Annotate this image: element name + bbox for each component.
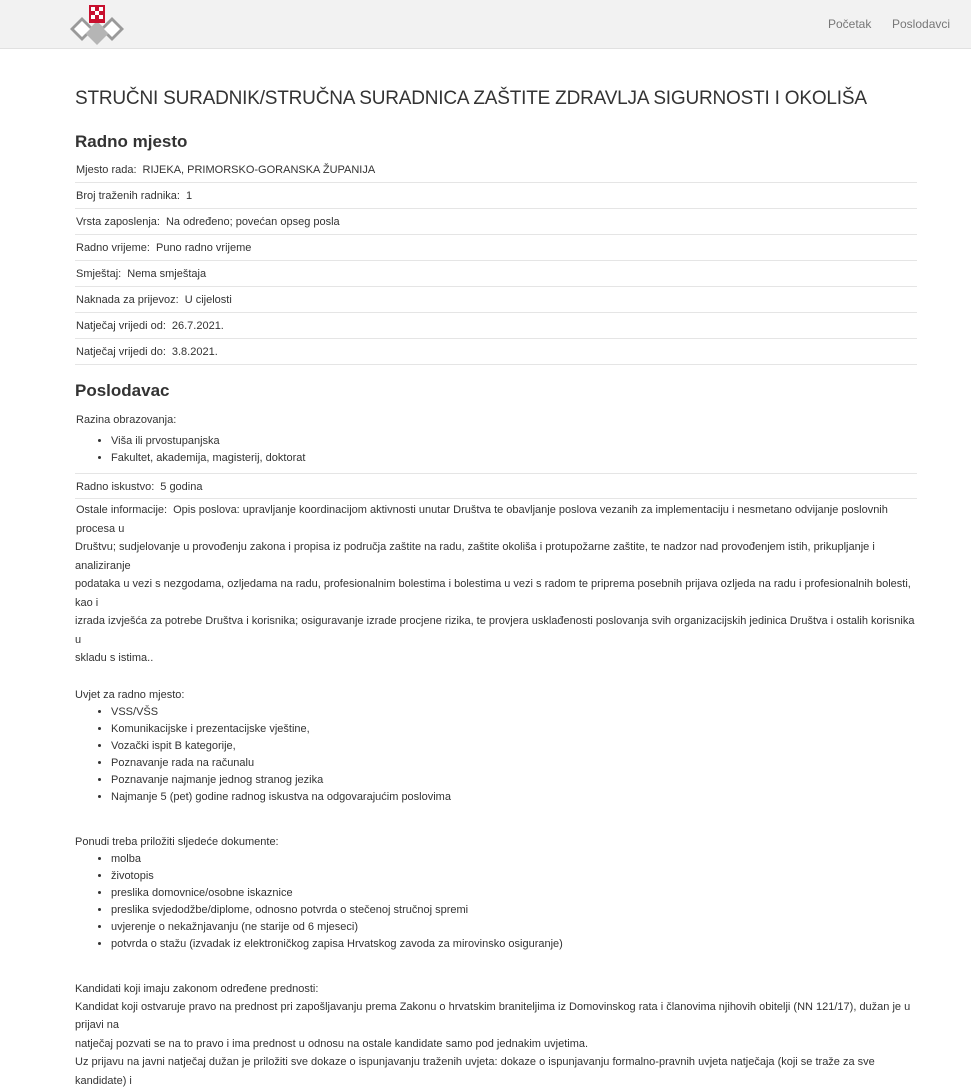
main-content <box>75 88 917 1090</box>
conditions-label: Uvjet za radno mjesto: <box>75 688 185 701</box>
detail-row-workers: Broj traženih radnika: 1 <box>75 183 917 209</box>
detail-row-valid-from: Natječaj vrijedi od: 26.7.2021. <box>75 313 917 339</box>
list-item: • molba <box>111 851 917 868</box>
other-info-line: Ostale informacije: Opis poslova: upravljanje koordinacijom aktivnosti unutar Društva te obavljanje poslova vezanih za implementaciju i nesmetano odvijanje poslovnih procesa u <box>76 504 888 535</box>
priority-line: natječaj pozvati se na to pravo i ima prednost u odnosu na ostale kandidate samo pod jednakim uvjetima. <box>75 1037 589 1050</box>
education-label: Razina obrazovanja: <box>76 414 177 426</box>
list-item: • Poznavanje rada na računalu <box>111 755 917 772</box>
priority-line: Uz prijavu na javni natječaj dužan je priložiti sve dokaze o ispunjavanju traženih uvjeta: dokaze o ispunjavanju formalno-pravnih uvjeta natječaja (koji se traže za sve kandidate) i <box>75 1056 875 1087</box>
priority-line: Kandidat koji ostvaruje pravo na prednost pri zapošljavanju prema Zakonu o hrvatskim braniteljima iz Domovinskog rata i članovima njihovih obitelji (NN 121/17), dužan je u prijavi na <box>75 1000 911 1031</box>
other-info-line: skladu s istima.. <box>75 652 154 664</box>
top-navbar <box>0 0 971 49</box>
list-item: • VSS/VŠS <box>111 704 917 721</box>
detail-row-experience: Radno iskustvo: 5 godina <box>75 473 917 499</box>
list-item: • Komunikacijske i prezentacijske vještine, <box>111 721 917 738</box>
list-item: • Viša ili prvostupanjska <box>111 433 917 450</box>
other-info-line: podataka u vezi s nezgodama, ozljedama na radu, profesionalnim bolestima i bolestima u vezi s radom te priprema posebnih prijava ozljeda na radu i profesionalnih bolesti, kao i <box>75 578 911 609</box>
list-item: • Fakultet, akademija, magisterij, doktorat <box>111 450 917 467</box>
nav-employers-link[interactable]: Poslodavci <box>892 17 951 31</box>
other-info <box>75 501 917 668</box>
list-item: • Poznavanje najmanje jednog stranog jezika <box>111 772 917 789</box>
list-item: • potvrda o stažu (izvadak iz elektroničkog zapisa Hrvatskog zavoda za mirovinsko osiguranje) <box>111 936 917 953</box>
documents-label: Ponudi treba priložiti sljedeće dokumente: <box>75 835 279 848</box>
workplace-heading: Radno mjesto <box>75 132 188 151</box>
other-info-line: Društvu; sudjelovanje u provođenju zakona i propisa iz područja zaštite na radu, zaštite okoliša i protupožarne zaštite, te nadzor nad provođenjem istih, prikupljanje i analiziranje <box>75 541 875 572</box>
conditions-list <box>75 704 917 806</box>
list-item: • preslika domovnice/osobne iskaznice <box>111 885 917 902</box>
detail-row-accommodation: Smještaj: Nema smještaja <box>75 261 917 287</box>
education-list <box>75 433 917 467</box>
nav-home-link[interactable]: Početak <box>828 17 872 31</box>
priority-label: Kandidati koji imaju zakonom određene prednosti: <box>75 982 319 995</box>
detail-row-valid-to: Natječaj vrijedi do: 3.8.2021. <box>75 339 917 365</box>
employer-heading: Poslodavac <box>75 381 170 400</box>
documents-list <box>75 851 917 953</box>
list-item: • Najmanje 5 (pet) godine radnog iskustva na odgovarajućim poslovima <box>111 789 917 806</box>
job-title: STRUČNI SURADNIK/STRUČNA SURADNICA ZAŠTITE ZDRAVLJA SIGURNOSTI I OKOLIŠA <box>75 88 867 109</box>
list-item: • životopis <box>111 868 917 885</box>
list-item: • preslika svjedodžbe/diplome, odnosno potvrda o stečenoj stručnoj spremi <box>111 902 917 919</box>
other-info-line: izrada izvješća za potrebe Društva i korisnika; osiguravanje izrade procjene rizika, te provjera usklađenosti poslovanja svih organizacijskih jedinica Društva i ostalih korisnika u <box>75 615 915 646</box>
list-item: • Vozački ispit B kategorije, <box>111 738 917 755</box>
list-item: • uvjerenje o nekažnjavanju (ne starije od 6 mjeseci) <box>111 919 917 936</box>
detail-row-transport: Naknada za prijevoz: U cijelosti <box>75 287 917 313</box>
logo-icon[interactable] <box>68 3 126 47</box>
detail-row-employment-type: Vrsta zaposlenja: Na određeno; povećan opseg posla <box>75 209 917 235</box>
workplace-details <box>75 157 917 365</box>
detail-row-location: Mjesto rada: RIJEKA, PRIMORSKO-GORANSKA ŽUPANIJA <box>75 157 917 183</box>
detail-row-working-hours: Radno vrijeme: Puno radno vrijeme <box>75 235 917 261</box>
